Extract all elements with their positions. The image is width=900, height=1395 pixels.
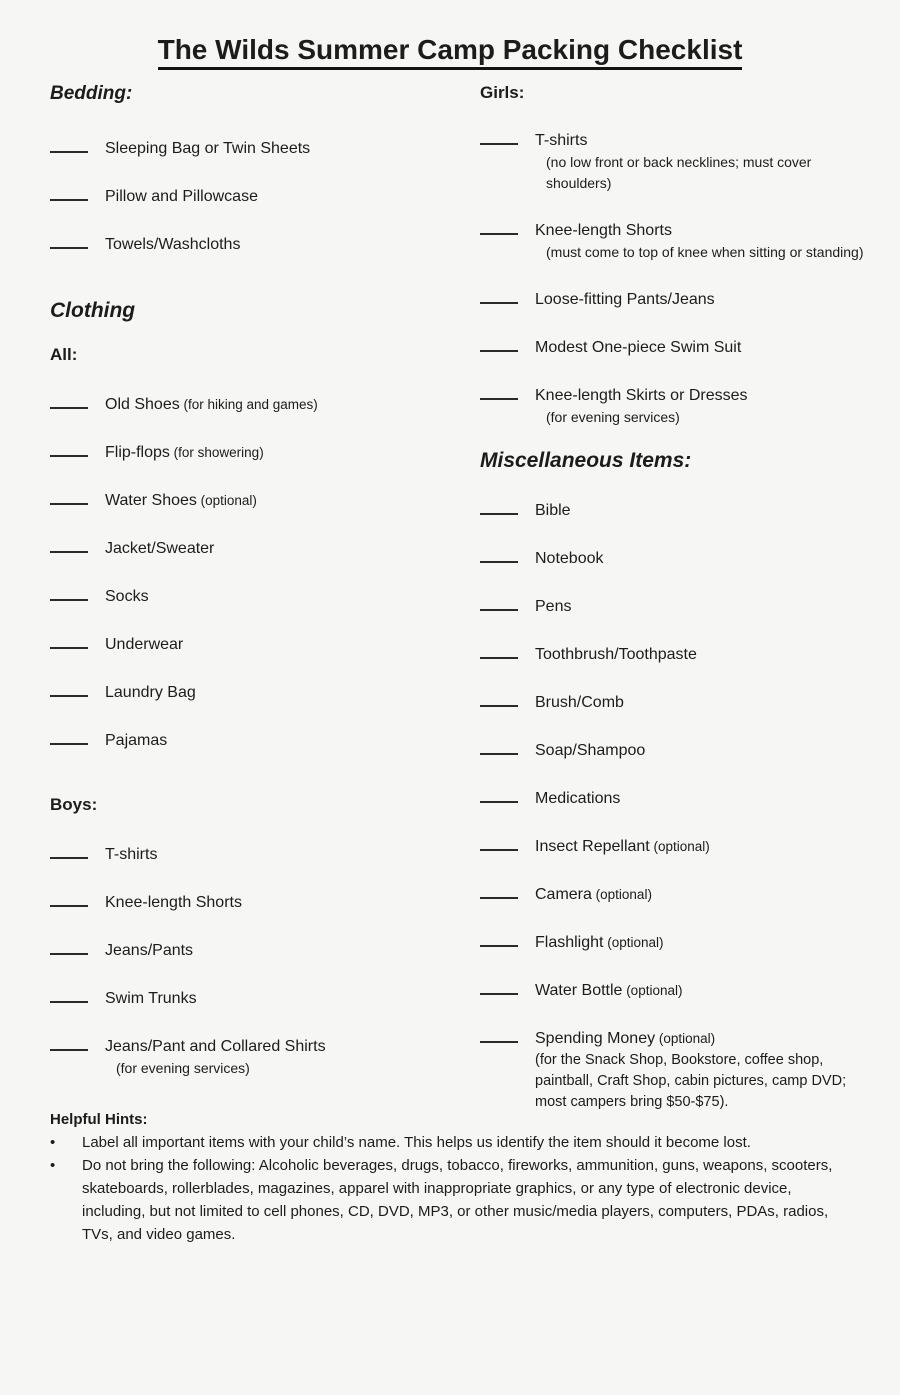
checklist-item-jeans-pants bbox=[50, 934, 470, 962]
item-label: Jeans/Pants bbox=[105, 942, 194, 959]
fill-in-blank-line bbox=[480, 638, 518, 659]
checklist-item-notebook bbox=[480, 542, 890, 570]
checklist-item-water-bottle bbox=[480, 974, 890, 1002]
item-note: (for showering) bbox=[169, 445, 264, 460]
fill-in-blank-line bbox=[480, 1022, 518, 1043]
checklist-item-brush-comb bbox=[480, 686, 890, 714]
item-subnote: (must come to top of knee when sitting or standing) bbox=[546, 244, 864, 260]
checklist-item-socks bbox=[50, 580, 470, 608]
fill-in-blank-line bbox=[50, 838, 88, 859]
checklist-item-pens bbox=[480, 590, 890, 618]
checklist-item-bible bbox=[480, 494, 890, 522]
checklist-item-flip-flops bbox=[50, 436, 470, 464]
checklist-item-t-shirts bbox=[50, 838, 470, 866]
section-heading-boys: Boys: bbox=[50, 795, 98, 814]
fill-in-blank-line bbox=[480, 542, 518, 563]
item-subnote: (no low front or back necklines; must cover shoulders) bbox=[546, 154, 812, 191]
fill-in-blank-line bbox=[50, 676, 88, 697]
checklist-item-jeans-pant-and-collared-shirts bbox=[50, 1030, 470, 1079]
item-label: Knee-length Skirts or Dresses bbox=[535, 387, 748, 404]
item-label: T-shirts bbox=[105, 846, 158, 863]
item-note: (optional) bbox=[603, 935, 664, 950]
fill-in-blank-line bbox=[480, 494, 518, 515]
item-label: Loose-fitting Pants/Jeans bbox=[535, 291, 715, 308]
fill-in-blank-line bbox=[50, 228, 88, 249]
section-heading-all: All: bbox=[50, 345, 78, 364]
checklist-item-spending-money bbox=[480, 1022, 890, 1113]
fill-in-blank-line bbox=[480, 830, 518, 851]
checklist-item-sleeping-bag-or-twin-sheets bbox=[50, 132, 470, 160]
bullet-icon: • bbox=[50, 1134, 56, 1151]
item-note: (optional) bbox=[649, 839, 710, 854]
fill-in-blank-line bbox=[480, 379, 518, 400]
checklist-item-towels-washcloths bbox=[50, 228, 470, 256]
item-subnote: (for the Snack Shop, Bookstore, coffee shop, paintball, Craft Shop, cabin pictures, camp DVD; most campers bring $50-$75). bbox=[535, 1052, 847, 1110]
fill-in-blank-line bbox=[50, 484, 88, 505]
checklist-item-knee-length-shorts bbox=[480, 214, 890, 263]
item-note: (for hiking and games) bbox=[179, 397, 318, 412]
item-label: Socks bbox=[105, 588, 149, 605]
fill-in-blank-line bbox=[50, 934, 88, 955]
checklist-item-old-shoes bbox=[50, 388, 470, 416]
item-label: Soap/Shampoo bbox=[535, 742, 646, 759]
checklist-item-loose-fitting-pants-jeans bbox=[480, 283, 890, 311]
item-label: Jeans/Pant and Collared Shirts bbox=[105, 1038, 326, 1055]
item-label: Modest One-piece Swim Suit bbox=[535, 339, 742, 356]
fill-in-blank-line bbox=[50, 132, 88, 153]
fill-in-blank-line bbox=[50, 436, 88, 457]
fill-in-blank-line bbox=[50, 180, 88, 201]
checklist-item-toothbrush-toothpaste bbox=[480, 638, 890, 666]
item-label: Pillow and Pillowcase bbox=[105, 188, 258, 205]
checklist-item-modest-one-piece-swim-suit bbox=[480, 331, 890, 359]
checklist-item-water-shoes bbox=[50, 484, 470, 512]
item-note: (optional) bbox=[655, 1031, 716, 1046]
checklist-item-pillow-and-pillowcase bbox=[50, 180, 470, 208]
item-subnote: (for evening services) bbox=[116, 1060, 250, 1076]
hint-bullet bbox=[50, 1131, 850, 1154]
hint-text: Label all important items with your child’s name. This helps us identify the item should it become lost. bbox=[82, 1134, 751, 1151]
section-heading-clothing: Clothing bbox=[50, 299, 136, 322]
checklist-item-underwear bbox=[50, 628, 470, 656]
item-label: Sleeping Bag or Twin Sheets bbox=[105, 140, 311, 157]
checklist-column-left bbox=[50, 80, 470, 1099]
item-label: Water Bottle bbox=[535, 982, 623, 999]
checklist-item-flashlight bbox=[480, 926, 890, 954]
fill-in-blank-line bbox=[50, 886, 88, 907]
section-heading-bedding: Bedding: bbox=[50, 83, 133, 104]
item-subnote: (for evening services) bbox=[546, 409, 680, 425]
title-container bbox=[0, 34, 900, 70]
checklist-item-knee-length-skirts-or-dresses bbox=[480, 379, 890, 428]
helpful-hints bbox=[50, 1108, 850, 1246]
checklist-item-pajamas bbox=[50, 724, 470, 752]
item-label: Spending Money bbox=[535, 1030, 656, 1047]
fill-in-blank-line bbox=[50, 532, 88, 553]
item-label: Old Shoes bbox=[105, 396, 180, 413]
item-label: Brush/Comb bbox=[535, 694, 624, 711]
fill-in-blank-line bbox=[480, 782, 518, 803]
fill-in-blank-line bbox=[480, 974, 518, 995]
fill-in-blank-line bbox=[50, 388, 88, 409]
fill-in-blank-line bbox=[480, 926, 518, 947]
fill-in-blank-line bbox=[50, 628, 88, 649]
checklist-item-knee-length-shorts bbox=[50, 886, 470, 914]
section-heading-miscellaneous-items: Miscellaneous Items: bbox=[480, 449, 692, 472]
fill-in-blank-line bbox=[480, 590, 518, 611]
item-label: Camera bbox=[535, 886, 592, 903]
checklist-item-jacket-sweater bbox=[50, 532, 470, 560]
item-note: (optional) bbox=[591, 887, 652, 902]
fill-in-blank-line bbox=[50, 724, 88, 745]
item-label: Notebook bbox=[535, 550, 604, 567]
checklist-item-insect-repellant bbox=[480, 830, 890, 858]
document-title: The Wilds Summer Camp Packing Checklist bbox=[158, 34, 743, 70]
item-label: Jacket/Sweater bbox=[105, 540, 215, 557]
item-label: Laundry Bag bbox=[105, 684, 196, 701]
helpful-hints-heading: Helpful Hints: bbox=[50, 1111, 148, 1128]
item-label: Pens bbox=[535, 598, 572, 615]
fill-in-blank-line bbox=[50, 1030, 88, 1051]
fill-in-blank-line bbox=[480, 331, 518, 352]
checklist-item-camera bbox=[480, 878, 890, 906]
hint-text: Do not bring the following: Alcoholic beverages, drugs, tobacco, fireworks, ammunition, guns, weapons, scooters, skateboards, rollerblades, magazines, apparel with inappropriate graphics, or any type of electronic device, including, but not limited to cell phones, CD, DVD, MP3, or other music/media players, computers, PDAs, radios, TVs, and video games. bbox=[82, 1157, 833, 1243]
fill-in-blank-line bbox=[480, 734, 518, 755]
checklist-item-swim-trunks bbox=[50, 982, 470, 1010]
fill-in-blank-line bbox=[480, 283, 518, 304]
fill-in-blank-line bbox=[50, 580, 88, 601]
item-note: (optional) bbox=[196, 493, 257, 508]
item-label: Towels/Washcloths bbox=[105, 236, 241, 253]
fill-in-blank-line bbox=[480, 124, 518, 145]
item-label: T-shirts bbox=[535, 132, 588, 149]
item-label: Toothbrush/Toothpaste bbox=[535, 646, 697, 663]
item-label: Bible bbox=[535, 502, 571, 519]
fill-in-blank-line bbox=[480, 686, 518, 707]
item-label: Underwear bbox=[105, 636, 184, 653]
fill-in-blank-line bbox=[480, 214, 518, 235]
checklist-item-laundry-bag bbox=[50, 676, 470, 704]
item-label: Pajamas bbox=[105, 732, 168, 749]
item-label: Knee-length Shorts bbox=[535, 222, 672, 239]
item-label: Water Shoes bbox=[105, 492, 197, 509]
item-note: (optional) bbox=[622, 983, 683, 998]
item-label: Medications bbox=[535, 790, 621, 807]
item-label: Insect Repellant bbox=[535, 838, 650, 855]
item-label: Knee-length Shorts bbox=[105, 894, 242, 911]
checklist-item-soap-shampoo bbox=[480, 734, 890, 762]
item-label: Flashlight bbox=[535, 934, 604, 951]
hint-bullet bbox=[50, 1154, 850, 1246]
fill-in-blank-line bbox=[480, 878, 518, 899]
helpful-hints-list bbox=[50, 1131, 850, 1246]
fill-in-blank-line bbox=[50, 982, 88, 1003]
section-heading-girls: Girls: bbox=[480, 83, 525, 102]
checklist-column-right bbox=[480, 80, 890, 1133]
bullet-icon: • bbox=[50, 1157, 56, 1174]
checklist-item-medications bbox=[480, 782, 890, 810]
item-label: Swim Trunks bbox=[105, 990, 197, 1007]
item-label: Flip-flops bbox=[105, 444, 170, 461]
checklist-item-t-shirts bbox=[480, 124, 890, 194]
